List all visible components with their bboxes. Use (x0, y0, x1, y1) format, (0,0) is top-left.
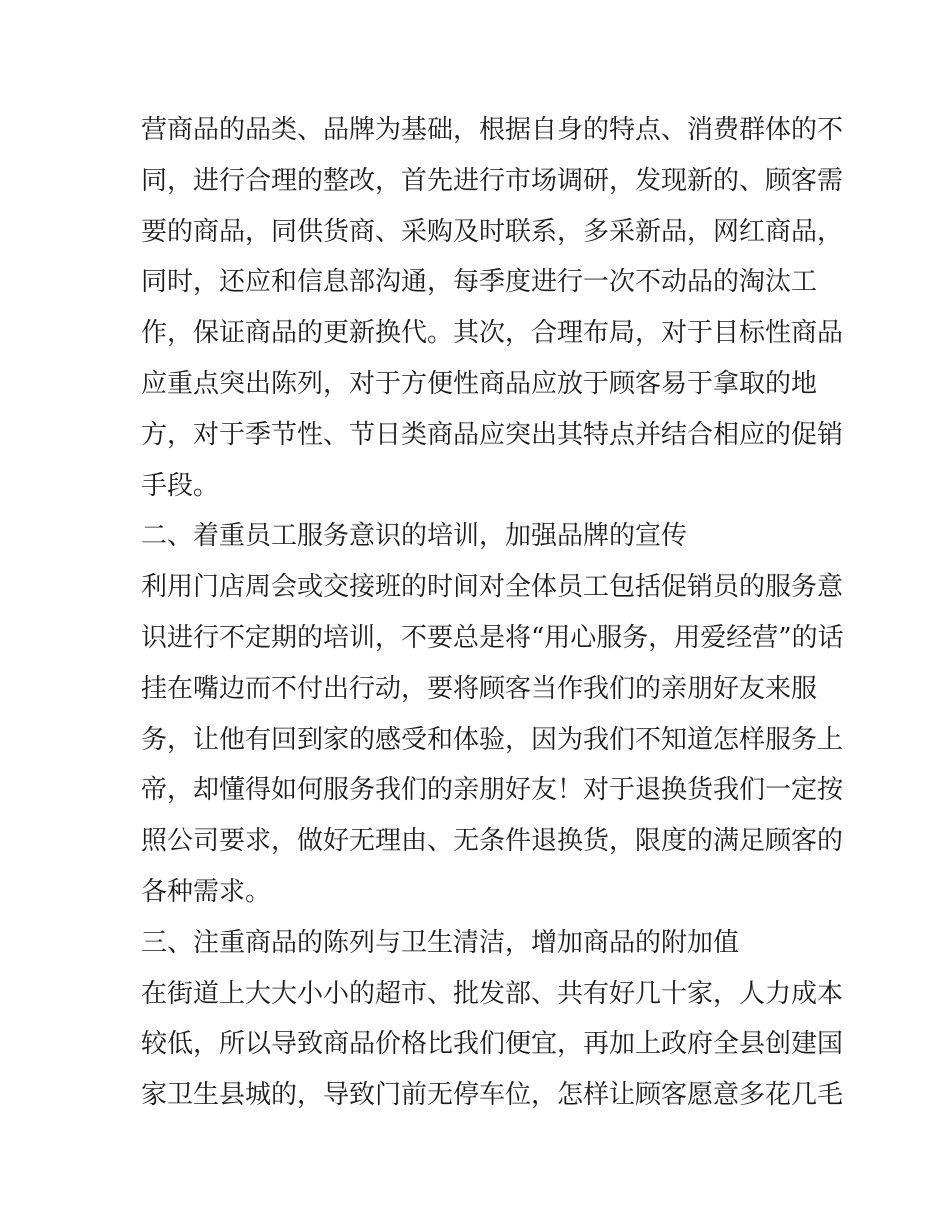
text-line: 营商品的品类、品牌为基础，根据自身的特点、消费群体的不 (141, 115, 844, 145)
text-line: 同，进行合理的整改，首先进行市场调研，发现新的、顾客需 (141, 165, 844, 196)
text-line: 识进行不定期的培训，不要总是将“用心服务，用爱经营”的话 (141, 622, 844, 653)
body-text (141, 105, 844, 1121)
text-line: 同时，还应和信息部沟通，每季度进行一次不动品的淘汰工 (141, 267, 818, 298)
section-heading: 二、着重员工服务意识的培训，加强品牌的宣传 (141, 521, 688, 552)
text-line: 各种需求。 (141, 876, 272, 907)
text-line: 手段。 (141, 470, 220, 501)
text-line: 家卫生县城的，导致门前无停车位，怎样让顾客愿意多花几毛 (141, 1080, 844, 1111)
text-line: 务，让他有回到家的感受和体验，因为我们不知道怎样服务上 (141, 724, 844, 755)
text-line: 较低，所以导致商品价格比我们便宜，再加上政府全县创建国 (141, 1029, 844, 1060)
text-line: 利用门店周会或交接班的时间对全体员工包括促销员的服务意 (141, 572, 844, 603)
text-line: 应重点突出陈列，对于方便性商品应放于顾客易于拿取的地 (141, 368, 818, 399)
text-line: 挂在嘴边而不付出行动，要将顾客当作我们的亲朋好友来服 (141, 673, 818, 704)
text-line: 方，对于季节性、节日类商品应突出其特点并结合相应的促销 (141, 419, 844, 450)
text-line: 作，保证商品的更新换代。其次，合理布局，对于目标性商品 (141, 318, 844, 349)
text-line: 帝，却懂得如何服务我们的亲朋好友！对于退换货我们一定按 (141, 775, 844, 806)
text-line: 要的商品，同供货商、采购及时联系，多采新品，网红商品， (141, 216, 844, 247)
text-line: 在街道上大大小小的超市、批发部、共有好几十家，人力成本 (141, 978, 844, 1009)
section-heading: 三、注重商品的陈列与卫生清洁，增加商品的附加值 (141, 927, 740, 958)
text-line: 照公司要求，做好无理由、无条件退换货，限度的满足顾客的 (141, 826, 844, 857)
